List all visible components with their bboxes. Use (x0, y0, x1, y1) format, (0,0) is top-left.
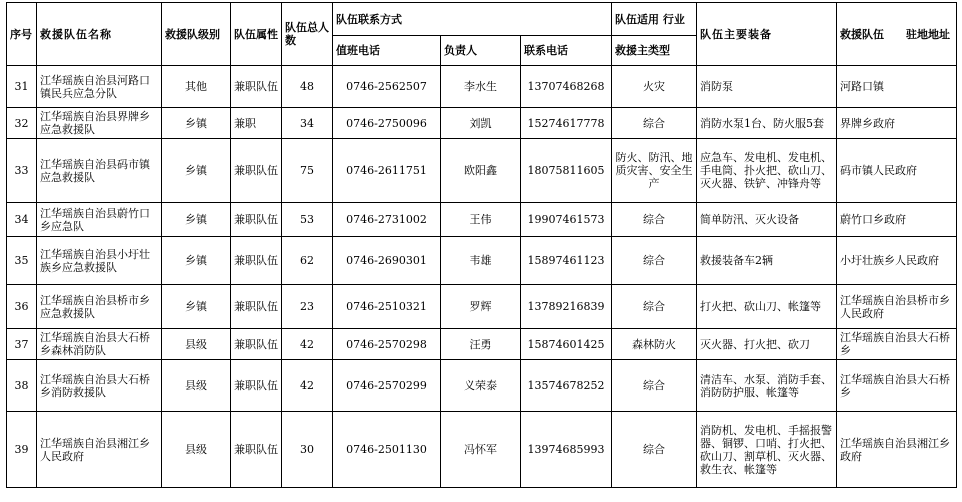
cell-level: 其他 (162, 66, 231, 108)
cell-contact-phone: 13974685993 (521, 412, 612, 488)
cell-attribute: 兼职队伍 (231, 237, 282, 285)
cell-attribute: 兼职队伍 (231, 360, 282, 412)
cell-total: 42 (282, 329, 333, 360)
cell-rescue-type: 综合 (612, 237, 697, 285)
cell-team-name: 江华瑶族自治县桥市乡应急救援队 (37, 285, 162, 329)
cell-equipment: 灭火器、打火把、砍刀 (697, 329, 837, 360)
cell-contact-phone: 15874601425 (521, 329, 612, 360)
header-duty-phone: 值班电话 (333, 36, 441, 66)
cell-equipment: 消防机、发电机、手摇报警器、铜锣、口哨、打火把、砍山刀、割草机、灭火器、救生衣、帐篷等 (697, 412, 837, 488)
cell-equipment: 应急车、发电机、发电机、手电筒、扑火把、砍山刀、灭火器、铁铲、冲锋舟等 (697, 139, 837, 203)
cell-total: 75 (282, 139, 333, 203)
cell-team-name: 江华瑶族自治县小圩壮族乡应急救援队 (37, 237, 162, 285)
header-attribute: 队伍属性 (231, 3, 282, 66)
table-row (7, 360, 957, 412)
cell-attribute: 兼职 (231, 108, 282, 139)
cell-team-name: 江华瑶族自治县码市镇应急救援队 (37, 139, 162, 203)
cell-duty-phone: 0746-2750096 (333, 108, 441, 139)
table-row (7, 412, 957, 488)
cell-duty-phone: 0746-2570299 (333, 360, 441, 412)
cell-duty-phone: 0746-2510321 (333, 285, 441, 329)
cell-level: 县级 (162, 329, 231, 360)
cell-no: 32 (7, 108, 37, 139)
cell-attribute: 兼职队伍 (231, 412, 282, 488)
cell-no: 31 (7, 66, 37, 108)
cell-level: 县级 (162, 360, 231, 412)
cell-rescue-type: 综合 (612, 285, 697, 329)
cell-address: 江华瑶族自治县大石桥乡 (837, 329, 957, 360)
cell-no: 33 (7, 139, 37, 203)
cell-leader: 刘凯 (441, 108, 521, 139)
cell-address: 江华瑶族自治县桥市乡人民政府 (837, 285, 957, 329)
header-leader: 负责人 (441, 36, 521, 66)
cell-contact-phone: 15897461123 (521, 237, 612, 285)
cell-contact-phone: 13707468268 (521, 66, 612, 108)
cell-rescue-type: 综合 (612, 203, 697, 237)
cell-total: 34 (282, 108, 333, 139)
cell-no: 35 (7, 237, 37, 285)
cell-contact-phone: 13789216839 (521, 285, 612, 329)
cell-attribute: 兼职队伍 (231, 66, 282, 108)
cell-leader: 王伟 (441, 203, 521, 237)
header-equipment: 队伍主要装备 (697, 3, 837, 66)
cell-team-name: 江华瑶族自治县大石桥乡消防救援队 (37, 360, 162, 412)
emergency-rescue-team-table-container (6, 2, 957, 488)
cell-contact-phone: 15274617778 (521, 108, 612, 139)
cell-attribute: 兼职队伍 (231, 285, 282, 329)
cell-leader: 汪勇 (441, 329, 521, 360)
cell-rescue-type: 森林防火 (612, 329, 697, 360)
cell-contact-phone: 19907461573 (521, 203, 612, 237)
cell-level: 乡镇 (162, 237, 231, 285)
cell-team-name: 江华瑶族自治县蔚竹口乡应急队 (37, 203, 162, 237)
header-industry: 队伍适用 行业 (612, 3, 697, 36)
header-contact-group: 队伍联系方式 (333, 3, 612, 36)
cell-no: 39 (7, 412, 37, 488)
cell-no: 36 (7, 285, 37, 329)
header-no: 序号 (7, 3, 37, 66)
table-row (7, 66, 957, 108)
header-address: 救援队伍 驻地地址 (837, 3, 957, 66)
header-contact-phone: 联系电话 (521, 36, 612, 66)
cell-equipment: 清洁车、水泵、消防手套、消防防护服、帐篷等 (697, 360, 837, 412)
cell-leader: 冯怀军 (441, 412, 521, 488)
cell-address: 江华瑶族自治县湘江乡政府 (837, 412, 957, 488)
header-team-name: 救援队伍名称 (37, 3, 162, 66)
cell-leader: 欧阳鑫 (441, 139, 521, 203)
cell-team-name: 江华瑶族自治县河路口镇民兵应急分队 (37, 66, 162, 108)
header-total: 队伍总人数 (282, 3, 333, 66)
cell-team-name: 江华瑶族自治县大石桥乡森林消防队 (37, 329, 162, 360)
cell-leader: 罗辉 (441, 285, 521, 329)
cell-duty-phone: 0746-2501130 (333, 412, 441, 488)
cell-equipment: 救援装备车2辆 (697, 237, 837, 285)
cell-address: 码市镇人民政府 (837, 139, 957, 203)
table-row (7, 329, 957, 360)
cell-level: 乡镇 (162, 285, 231, 329)
cell-contact-phone: 13574678252 (521, 360, 612, 412)
cell-rescue-type: 火灾 (612, 66, 697, 108)
cell-attribute: 兼职队伍 (231, 203, 282, 237)
cell-attribute: 兼职队伍 (231, 329, 282, 360)
cell-address: 江华瑶族自治县大石桥乡 (837, 360, 957, 412)
cell-total: 23 (282, 285, 333, 329)
cell-team-name: 江华瑶族自治县湘江乡人民政府 (37, 412, 162, 488)
table-body (7, 66, 957, 488)
cell-address: 界牌乡政府 (837, 108, 957, 139)
cell-no: 38 (7, 360, 37, 412)
cell-rescue-type: 综合 (612, 108, 697, 139)
cell-rescue-type: 综合 (612, 360, 697, 412)
header-rescue-type: 救援主类型 (612, 36, 697, 66)
cell-team-name: 江华瑶族自治县界牌乡应急救援队 (37, 108, 162, 139)
table-row (7, 139, 957, 203)
cell-level: 乡镇 (162, 108, 231, 139)
table-row (7, 285, 957, 329)
cell-rescue-type: 综合 (612, 412, 697, 488)
cell-total: 30 (282, 412, 333, 488)
cell-total: 48 (282, 66, 333, 108)
cell-duty-phone: 0746-2570298 (333, 329, 441, 360)
cell-level: 乡镇 (162, 139, 231, 203)
cell-level: 县级 (162, 412, 231, 488)
cell-address: 河路口镇 (837, 66, 957, 108)
cell-duty-phone: 0746-2562507 (333, 66, 441, 108)
cell-equipment: 消防水泵1台、防火服5套 (697, 108, 837, 139)
cell-no: 37 (7, 329, 37, 360)
cell-leader: 韦雄 (441, 237, 521, 285)
cell-total: 53 (282, 203, 333, 237)
cell-rescue-type: 防火、防汛、地质灾害、安全生产 (612, 139, 697, 203)
cell-attribute: 兼职队伍 (231, 139, 282, 203)
cell-level: 乡镇 (162, 203, 231, 237)
cell-equipment: 简单防汛、灭火设备 (697, 203, 837, 237)
cell-total: 42 (282, 360, 333, 412)
table-row (7, 237, 957, 285)
cell-equipment: 消防泵 (697, 66, 837, 108)
cell-contact-phone: 18075811605 (521, 139, 612, 203)
cell-leader: 义荣泰 (441, 360, 521, 412)
cell-duty-phone: 0746-2731002 (333, 203, 441, 237)
table-row (7, 108, 957, 139)
cell-total: 62 (282, 237, 333, 285)
cell-equipment: 打火把、砍山刀、帐篷等 (697, 285, 837, 329)
cell-leader: 李水生 (441, 66, 521, 108)
cell-no: 34 (7, 203, 37, 237)
cell-duty-phone: 0746-2611751 (333, 139, 441, 203)
rescue-team-table (6, 2, 957, 488)
cell-duty-phone: 0746-2690301 (333, 237, 441, 285)
cell-address: 小圩壮族乡人民政府 (837, 237, 957, 285)
cell-address: 蔚竹口乡政府 (837, 203, 957, 237)
header-level: 救援队级别 (162, 3, 231, 66)
table-row (7, 203, 957, 237)
